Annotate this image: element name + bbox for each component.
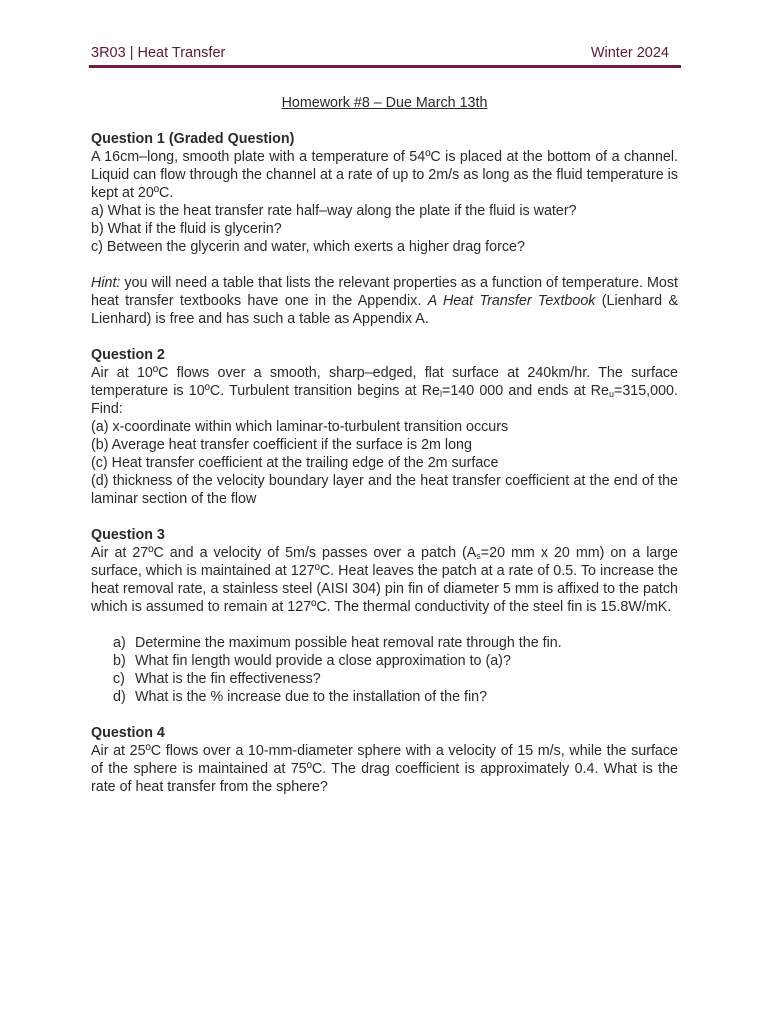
question-3: [91, 526, 678, 706]
homework-content: [91, 94, 678, 796]
question-1-body: A 16cm–long, smooth plate with a temperature of 54ºC is placed at the bottom of a channel. Liquid can flow through the channel at a rate of up to 2m/s as long as the fluid temperature is kept at 20ºC.: [91, 149, 678, 201]
list-item-text: What fin length would provide a close approximation to (a)?: [135, 653, 511, 669]
question-3-body: [91, 544, 678, 616]
list-item: [91, 670, 678, 688]
subscript-u: u: [608, 389, 614, 399]
subscript-s: s: [476, 551, 481, 561]
question-2-part-c: (c) Heat transfer coefficient at the trailing edge of the 2m surface: [91, 455, 499, 471]
question-3-body-text-2: =20 mm x 20 mm) on a large surface, which is maintained at 127ºC. Heat leaves the patch at a rate of 0.5. To increase the heat removal rate, a stainless steel (AISI 304) pin fin of diameter 5 mm is affixed to the patch which is assumed to remain at 127ºC. The thermal conductivity of the steel fin is 15.8W/mK.: [91, 545, 678, 615]
question-2-body-text-2: =140 000 and ends at Re: [441, 383, 609, 399]
term-label: Winter 2024: [590, 45, 669, 61]
question-2-heading: Question 2: [91, 347, 165, 363]
hint-text: you will need a table that lists the relevant properties as a function of temperature. Most heat transfer textbooks have one in the Appendix.: [91, 275, 678, 309]
list-item: [91, 634, 678, 652]
list-item: [91, 652, 678, 670]
hint-book-title: A Heat Transfer Textbook: [427, 293, 596, 309]
header-divider: [89, 65, 681, 68]
hint-label: Hint:: [91, 275, 121, 291]
list-item-text: What is the % increase due to the installation of the fin?: [135, 689, 488, 705]
question-2-part-a: (a) x-coordinate within which laminar-to-turbulent transition occurs: [91, 419, 509, 435]
question-1-hint: [91, 274, 678, 328]
subscript-l: l: [439, 389, 442, 399]
list-marker: b): [113, 653, 126, 669]
question-2-part-b: (b) Average heat transfer coefficient if the surface is 2m long: [91, 437, 472, 453]
homework-title: Homework #8 – Due March 13th: [281, 95, 488, 111]
list-item-text: Determine the maximum possible heat removal rate through the fin.: [135, 635, 562, 651]
hint-text-end: (Lienhard & Lienhard) is free and has such a table as Appendix A.: [91, 293, 678, 327]
list-marker: c): [113, 671, 125, 687]
question-3-heading: Question 3: [91, 527, 165, 543]
question-3-parts: [91, 634, 678, 706]
question-2-part-d: (d) thickness of the velocity boundary layer and the heat transfer coefficient at the end of the laminar section of the flow: [91, 473, 678, 507]
question-1-part-b: b) What if the fluid is glycerin?: [91, 221, 282, 237]
question-2: [91, 346, 678, 508]
question-1: [91, 130, 678, 328]
question-3-body-text: Air at 27ºC and a velocity of 5m/s passes over a patch (A: [91, 545, 477, 561]
question-2-body-text: Air at 10ºC flows over a smooth, sharp–edged, flat surface at 240km/hr. The surface temperature is 10ºC. Turbulent transition begins at Re: [91, 365, 678, 399]
list-item-text: What is the fin effectiveness?: [135, 671, 321, 687]
question-4-body: Air at 25ºC flows over a 10-mm-diameter sphere with a velocity of 15 m/s, while the surface of the sphere is maintained at 75ºC. The drag coefficient is approximately 0.4. What is the rate of heat transfer from the sphere?: [91, 743, 678, 795]
question-1-heading: Question 1 (Graded Question): [91, 131, 295, 147]
question-4-heading: Question 4: [91, 725, 165, 741]
list-item: [91, 688, 678, 706]
question-1-part-a: a) What is the heat transfer rate half–way along the plate if the fluid is water?: [91, 203, 577, 219]
course-title: 3R03 | Heat Transfer: [91, 45, 226, 61]
question-4: [91, 724, 678, 796]
question-1-part-c: c) Between the glycerin and water, which exerts a higher drag force?: [91, 239, 525, 255]
list-marker: d): [113, 689, 126, 705]
question-2-body: [91, 364, 678, 418]
list-marker: a): [113, 635, 126, 651]
page-header: [91, 45, 680, 65]
question-2-body-text-3: =315,000. Find:: [91, 383, 678, 417]
